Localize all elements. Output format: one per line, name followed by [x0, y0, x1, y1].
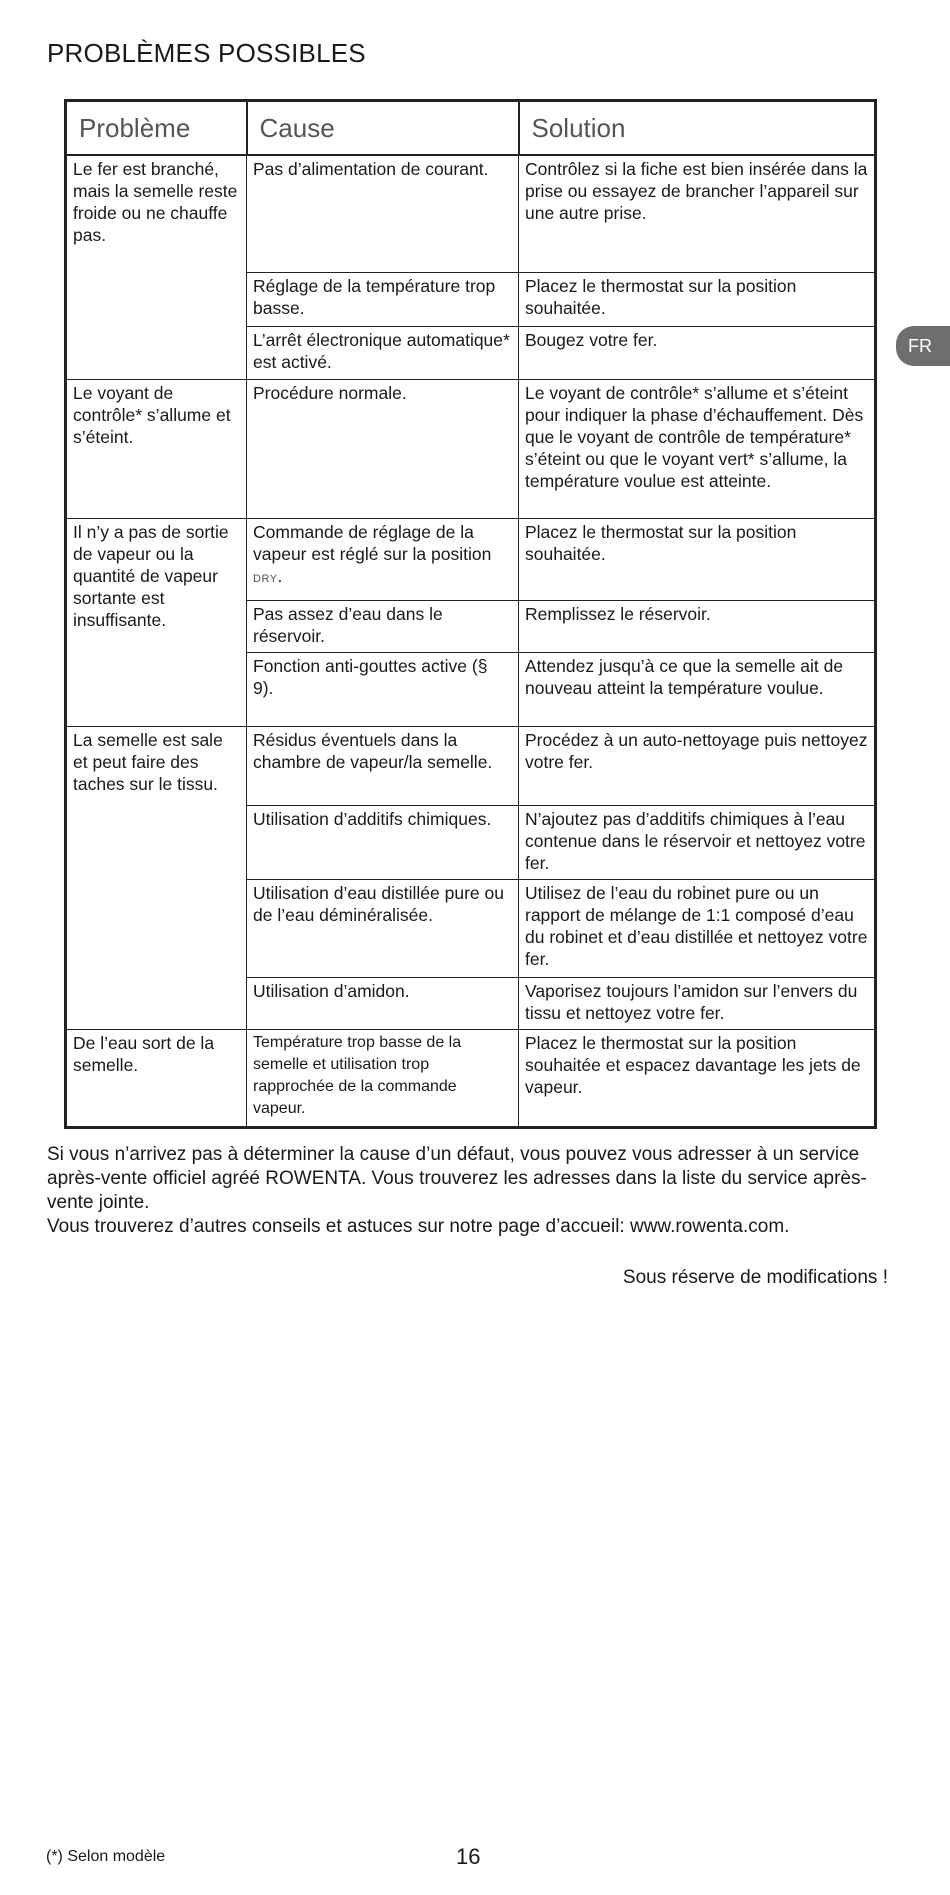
table-row: [66, 518, 876, 600]
solution-cell: Utilisez de l’eau du robinet pure ou un rapport de mélange de 1:1 composé d’eau du robinet et d’eau distillée et nettoyez votre fer.: [519, 879, 876, 977]
solution-cell: Attendez jusqu’à ce que la semelle ait de nouveau atteint la température voulue.: [519, 652, 876, 726]
troubleshooting-table: [64, 99, 877, 1129]
cause-cell: Température trop basse de la semelle et utilisation trop rapprochée de la commande vapeur.: [247, 1029, 519, 1127]
dry-steam-icon: DRY: [253, 572, 278, 585]
table-row: [66, 1029, 876, 1127]
cause-cell: Réglage de la température trop basse.: [247, 272, 519, 326]
header-solution: Solution: [519, 101, 876, 156]
cause-cell: Pas assez d’eau dans le réservoir.: [247, 600, 519, 652]
cause-end: .: [277, 565, 283, 586]
cause-cell: Résidus éventuels dans la chambre de vapeur/la semelle.: [247, 726, 519, 805]
page-title: PROBLÈMES POSSIBLES: [47, 38, 366, 68]
solution-cell: Placez le thermostat sur la position souhaitée.: [519, 272, 876, 326]
cause-cell: Procédure normale.: [247, 379, 519, 518]
solution-cell: Contrôlez si la fiche est bien insérée dans la prise ou essayez de brancher l’appareil sur une autre prise.: [519, 155, 876, 272]
header-cause: Cause: [247, 101, 519, 156]
problem-cell: La semelle est sale et peut faire des taches sur le tissu.: [66, 726, 247, 1029]
cause-cell: Pas d’alimentation de courant.: [247, 155, 519, 272]
header-probleme: Problème: [66, 101, 247, 156]
solution-cell: Placez le thermostat sur la position souhaitée et espacez davantage les jets de vapeur.: [519, 1029, 876, 1127]
footer-text: [47, 1143, 907, 1239]
footnote: (*) Selon modèle: [46, 1848, 166, 1865]
cause-cell: L’arrêt électronique automatique* est activé.: [247, 326, 519, 379]
website-paragraph: Vous trouverez d’autres conseils et astuces sur notre page d’accueil: www.rowenta.com.: [47, 1216, 790, 1237]
cause-cell: Utilisation d’eau distillée pure ou de l’eau déminéralisée.: [247, 879, 519, 977]
problem-cell: Il n’y a pas de sortie de vapeur ou la quantité de vapeur sortante est insuffisante.: [66, 518, 247, 726]
solution-cell: Placez le thermostat sur la position souhaitée.: [519, 518, 876, 600]
problem-cell: Le voyant de contrôle* s’allume et s’éteint.: [66, 379, 247, 518]
solution-cell: Procédez à un auto-nettoyage puis nettoyez votre fer.: [519, 726, 876, 805]
table-row: [66, 726, 876, 805]
problem-cell: De l’eau sort de la semelle.: [66, 1029, 247, 1127]
solution-cell: Vaporisez toujours l’amidon sur l’envers du tissu et nettoyez votre fer.: [519, 977, 876, 1029]
solution-cell: N’ajoutez pas d’additifs chimiques à l’eau contenue dans le réservoir et nettoyez votre fer.: [519, 805, 876, 879]
support-paragraph: Si vous n’arrivez pas à déterminer la cause d’un défaut, vous pouvez vous adresser à un service après-vente officiel agréé ROWENTA. Vous trouverez les adresses dans la liste du service après-vente jointe.: [47, 1144, 867, 1213]
language-tab[interactable]: FR: [896, 326, 950, 366]
cause-cell: [247, 518, 519, 600]
problem-cell: Le fer est branché, mais la semelle reste froide ou ne chauffe pas.: [66, 155, 247, 379]
table-row: [66, 379, 876, 518]
solution-cell: Bougez votre fer.: [519, 326, 876, 379]
solution-cell: Remplissez le réservoir.: [519, 600, 876, 652]
cause-text: Commande de réglage de la vapeur est réglé sur la position: [253, 521, 492, 564]
cause-cell: Utilisation d’amidon.: [247, 977, 519, 1029]
table-header-row: [66, 101, 876, 156]
page-number: 16: [456, 1844, 481, 1869]
cause-cell: Utilisation d’additifs chimiques.: [247, 805, 519, 879]
cause-cell: Fonction anti-gouttes active (§ 9).: [247, 652, 519, 726]
table-row: [66, 155, 876, 272]
reserve-note: Sous réserve de modifications !: [622, 1267, 888, 1288]
solution-cell: Le voyant de contrôle* s’allume et s’éteint pour indiquer la phase d’échauffement. Dès que le voyant de contrôle de température* s’éteint ou que le voyant vert* s’allume, la température voulue est atteinte.: [519, 379, 876, 518]
